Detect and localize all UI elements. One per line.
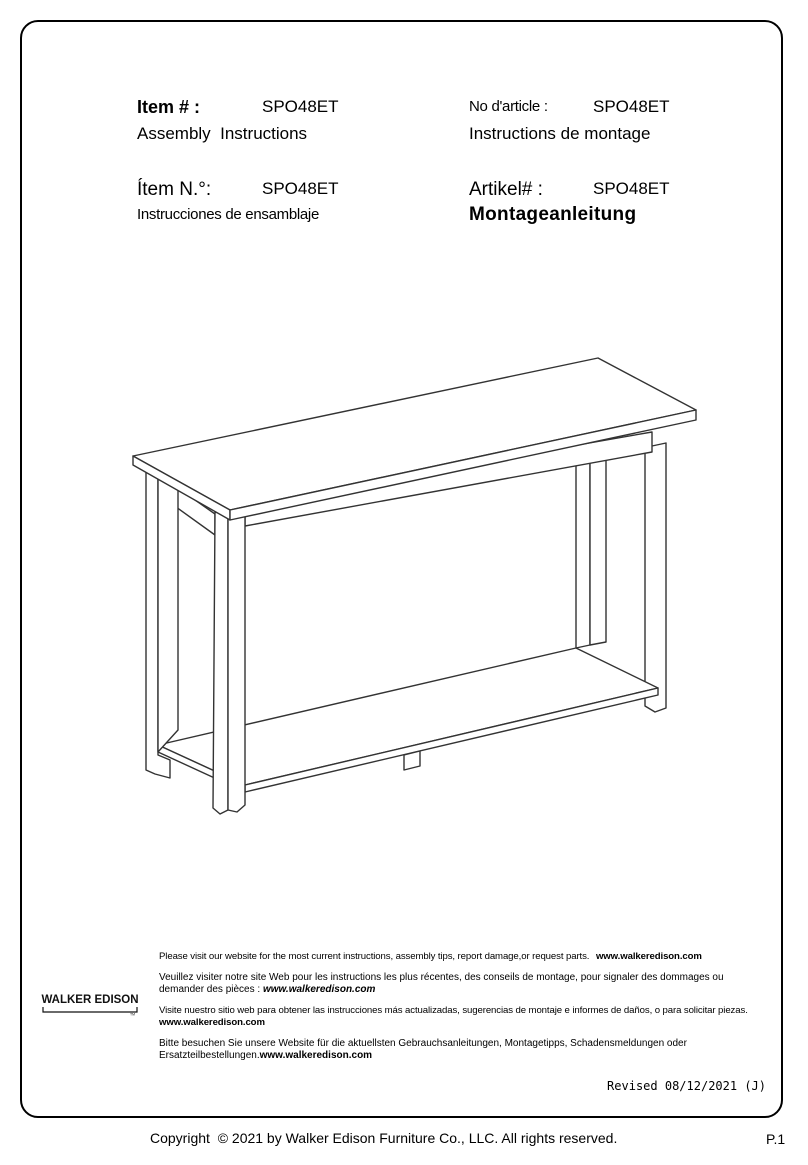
website-link-de[interactable]: www.walkeredison.com bbox=[259, 1050, 373, 1061]
notice-en bbox=[159, 951, 766, 963]
website-link-fr[interactable]: www.walkeredison.com bbox=[262, 984, 376, 995]
website-link-es[interactable]: www.walkeredison.com bbox=[159, 1017, 265, 1028]
logo-tm: TM bbox=[130, 1012, 136, 1016]
item-label-de: Artikel# : bbox=[469, 179, 543, 200]
item-code-es: SPO48ET bbox=[262, 179, 339, 198]
item-label-es: Ítem N.°: bbox=[137, 179, 212, 200]
logo-text: WALKER EDISON bbox=[41, 994, 139, 1006]
item-label-en: Item # : bbox=[137, 97, 201, 117]
notice-es-text: Visite nuestro sitio web para obtener las instrucciones más actualizadas, sugerencias de montaje e informes de daños, o para solicitar piezas. bbox=[159, 1005, 748, 1016]
notice-fr bbox=[159, 972, 766, 996]
copyright-notice: Copyright © 2021 by Walker Edison Furniture Co., LLC. All rights reserved. bbox=[150, 1130, 618, 1146]
item-code-de: SPO48ET bbox=[593, 179, 670, 198]
website-link-en[interactable]: www.walkeredison.com bbox=[595, 951, 702, 962]
title-es: Instrucciones de ensamblaje bbox=[137, 206, 320, 223]
title-de: Montageanleitung bbox=[469, 204, 637, 225]
title-en: Assembly Instructions bbox=[137, 124, 308, 143]
title-fr: Instructions de montage bbox=[469, 124, 651, 143]
notice-de bbox=[159, 1038, 766, 1062]
notice-es bbox=[159, 1005, 766, 1029]
notice-fr-text: Veuillez visiter notre site Web pour les instructions les plus récentes, des conseils de montage, pour signaler des dommages ou demander des pièces : bbox=[159, 972, 724, 995]
notice-en-text: Please visit our website for the most current instructions, assembly tips, report damage,or request parts. bbox=[159, 951, 592, 962]
item-code-en: SPO48ET bbox=[262, 97, 339, 116]
walker-edison-logo bbox=[40, 988, 140, 1016]
console-table-illustration bbox=[130, 355, 700, 825]
revision-date: Revised 08/12/2021 (J) bbox=[607, 1079, 766, 1093]
page-number: P.1 bbox=[766, 1131, 786, 1147]
item-label-fr: No d'article : bbox=[469, 98, 548, 115]
notice-de-text: Bitte besuchen Sie unsere Website für die aktuellsten Gebrauchsanleitungen, Montagetipps, Schadensmeldungen oder Ersatzteilbestellungen. bbox=[159, 1038, 687, 1061]
item-code-fr: SPO48ET bbox=[593, 97, 670, 116]
